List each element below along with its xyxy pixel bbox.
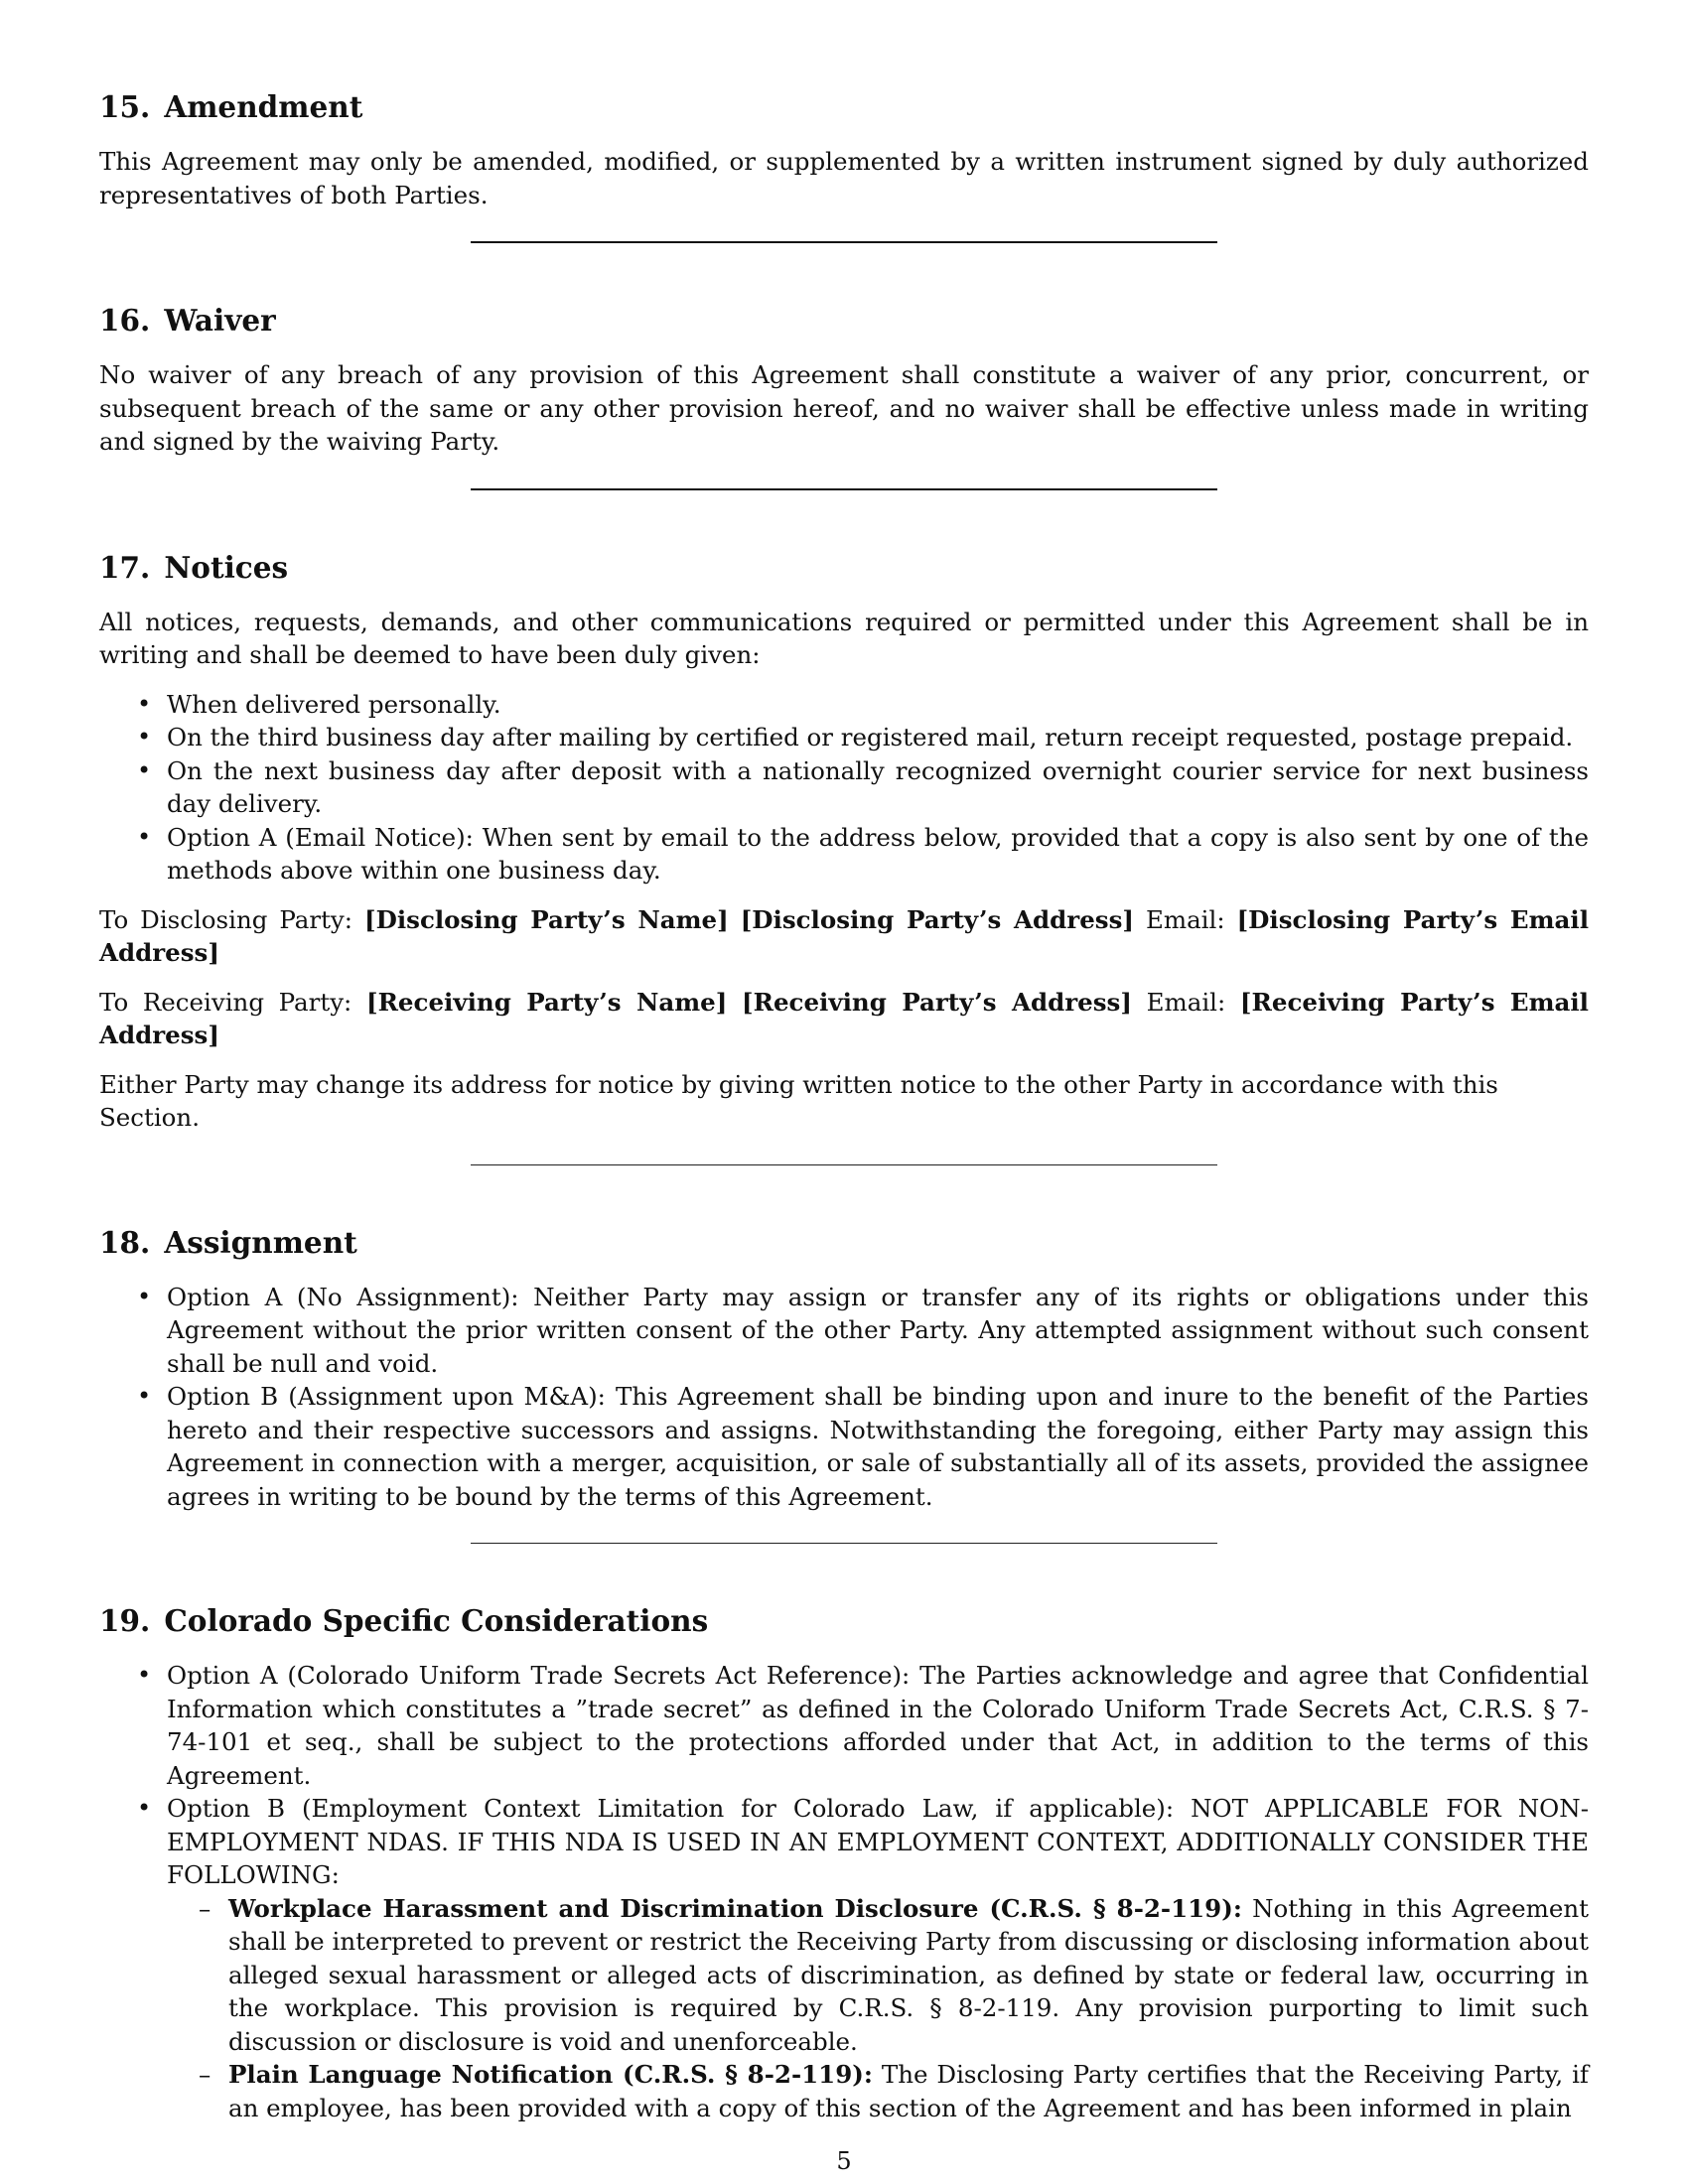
list-item: • When delivered personally.: [99, 688, 1589, 722]
list-item: • On the next business day after deposit with a nationally recognized overnight courier service for next business day delivery.: [99, 754, 1589, 821]
email-label: Email:: [1133, 904, 1237, 934]
section-heading: [99, 1223, 1589, 1263]
disclosing-party-notice: [99, 903, 1589, 970]
section-title: Colorado Specific Considerations: [164, 1603, 709, 1638]
receiving-party-address: [Receiving Party’s Address]: [742, 987, 1132, 1017]
section-number: 15.: [99, 89, 151, 124]
section-divider: [471, 1164, 1217, 1165]
employment-sublist: [167, 1892, 1589, 2125]
section-heading: [99, 1601, 1589, 1641]
list-item: • Option A (No Assignment): Neither Party may assign or transfer any of its rights or obligations under this Agreement without the prior written consent of the other Party. Any attempted assignment without such consent shall be null and void.: [99, 1281, 1589, 1381]
document-page: [99, 87, 1589, 2140]
list-item: • Option B (Assignment upon M&A): This Agreement shall be binding upon and inure to the benefit of the Parties hereto and their respective successors and assigns. Notwithstanding the foregoing, either Party may assign this Agreement in connection with a merger, acquisition, or sale of substantially all of its assets, provided the assignee agrees in writing to be bound by the terms of this Agreement.: [99, 1380, 1589, 1513]
section-title: Amendment: [164, 89, 363, 124]
disclosing-party-email: [Disclosing Party’s Email Address]: [99, 904, 1589, 967]
section-divider: [471, 1543, 1217, 1544]
sub-item-body: Nothing in this Agreement shall be interpreted to prevent or restrict the Receiving Party from discussing or disclosing information about alleged sexual harassment or alleged acts of discrimination, as defined by state or federal law, occurring in the workplace. This provision is required by C.R.S. § 8-2-119. Any provision purporting to limit such discussion or disclosure is void and unenforceable.: [228, 1893, 1589, 2056]
section-notices: [99, 548, 1589, 1135]
notices-intro: All notices, requests, demands, and other communications required or permitted under this Agreement shall be in writing and shall be deemed to have been duly given:: [99, 607, 1589, 669]
section-heading: [99, 87, 1589, 127]
disclosing-party-name: [Disclosing Party’s Name]: [364, 904, 729, 934]
disclosing-party-address: [Disclosing Party’s Address]: [740, 904, 1134, 934]
section-number: 17.: [99, 549, 151, 585]
section-number: 18.: [99, 1224, 151, 1260]
sublist-item: [167, 2058, 1589, 2124]
receiving-party-name: [Receiving Party’s Name]: [365, 987, 728, 1017]
section-title: Notices: [164, 549, 289, 585]
section-waiver: [99, 301, 1589, 459]
notices-closing: Either Party may change its address for notice by giving written notice to the other Party in accordance with this Section.: [99, 1069, 1498, 1132]
waiver-text: No waiver of any breach of any provision of this Agreement shall constitute a waiver of any prior, concurrent, or subsequent breach of the same or any other provision hereof, and no waiver shall be effective unless made in writing and signed by the waiving Party.: [99, 360, 1589, 456]
notices-delivery-list: [99, 688, 1589, 887]
section-colorado: [99, 1601, 1589, 2124]
section-heading: [99, 548, 1589, 588]
colorado-options-list: [99, 1659, 1589, 2124]
email-label: Email:: [1131, 987, 1240, 1017]
list-item: • On the third business day after mailing by certified or registered mail, return receipt requested, postage prepaid.: [99, 721, 1589, 754]
section-amendment: [99, 87, 1589, 211]
section-divider: [471, 488, 1217, 490]
sub-item-title: Workplace Harassment and Discrimination Disclosure (C.R.S. § 8-2-119):: [228, 1893, 1242, 1923]
sub-item-body: The Disclosing Party certifies that the Receiving Party, if an employee, has been provided with a copy of this section of the Agreement and has been informed in plain: [228, 2060, 1589, 2122]
sub-item-title: Plain Language Notification (C.R.S. § 8-2-119):: [228, 2060, 873, 2089]
receiving-party-email: [Receiving Party’s Email Address]: [99, 987, 1589, 1049]
notice-prefix: To Receiving Party:: [99, 987, 366, 1017]
section-divider: [471, 241, 1217, 243]
page-number: 5: [836, 2147, 852, 2175]
list-item: • Option A (Email Notice): When sent by email to the address below, provided that a copy is also sent by one of the methods above within one business day.: [99, 821, 1589, 887]
receiving-party-notice: [99, 986, 1589, 1052]
section-heading: [99, 301, 1589, 341]
section-number: 16.: [99, 303, 151, 338]
section-number: 19.: [99, 1603, 151, 1638]
section-assignment: [99, 1223, 1589, 1514]
option-b-text: Option B (Employment Context Limitation for Colorado Law, if applicable): NOT APPLICABLE FOR NON-EMPLOYMENT NDAS. IF THIS NDA IS USED IN AN EMPLOYMENT CONTEXT, ADDITIONALLY CONSIDER THE FOLLOWING:: [167, 1794, 1589, 1889]
section-title: Waiver: [164, 303, 276, 338]
list-item: • Option A (Colorado Uniform Trade Secrets Act Reference): The Parties acknowledge and agree that Confidential Information which constitutes a ”trade secret” as defined in the Colorado Uniform Trade Secrets Act, C.R.S. § 7-74-101 et seq., shall be subject to the protections afforded under that Act, in addition to the terms of this Agreement.: [99, 1659, 1589, 1792]
assignment-options-list: [99, 1281, 1589, 1514]
list-item: [99, 1792, 1589, 2124]
sublist-item: [167, 1892, 1589, 2059]
section-title: Assignment: [164, 1224, 357, 1260]
notice-prefix: To Disclosing Party:: [99, 904, 365, 934]
amendment-text: This Agreement may only be amended, modified, or supplemented by a written instrument signed by duly authorized representatives of both Parties.: [99, 147, 1589, 209]
